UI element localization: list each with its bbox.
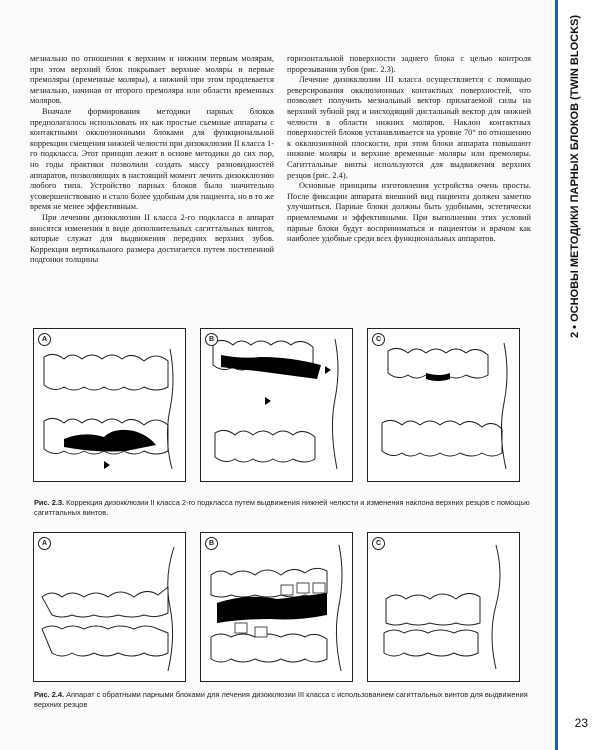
teeth-illustration — [368, 329, 519, 481]
panel-label: A — [38, 537, 51, 550]
figure-2-3-panel-b — [200, 328, 353, 482]
paragraph: мезиально по отношении к верхним и нижним первым молярам, при этом верхний блок покрывает верхние моляры и первые премоляры (временные моляры), а нижний при этом продлевается мезиально, начиная от второго премоляра или области временных моляров. — [30, 54, 274, 106]
teeth-illustration — [34, 329, 185, 481]
paragraph: Основные принципы изготовления устройства очень просты. После фиксации аппарата внешний вид пациента должен заметно улучшиться. Парные блоки должны быть удобными, эстетически приемлемыми и эффективными. При выполнении этих условий парные блоки будут восприниматься и пациентом и врачом как наиболее удобные среди всех функциональных аппаратов. — [287, 181, 531, 244]
figure-2-4-panel-b — [200, 532, 353, 682]
teeth-illustration — [368, 533, 519, 681]
panel-label: C — [372, 537, 385, 550]
teeth-illustration — [201, 329, 352, 481]
paragraph: При лечении дизокклюзии II класса 2-го подкласса в аппарат вносятся изменения в виде дополнительных сагиттальных винтов, которые служат для выдвижения передних верхних зубов. Коррекция вертикального размера достигается путем постепенной подгонки толщины — [30, 212, 274, 265]
panel-label: B — [205, 537, 218, 550]
caption-text: Коррекция дизокклюзии II класса 2-го подкласса путем выдвижения нижней челюсти и изменения наклона верхних резцов с помощью сагиттальных винтов. — [34, 498, 530, 517]
panel-label: B — [205, 333, 218, 346]
panel-label: A — [38, 333, 51, 346]
teeth-illustration — [34, 533, 185, 681]
figure-2-4-caption — [34, 690, 539, 709]
figure-2-4-panel-a — [33, 532, 186, 682]
teeth-illustration — [201, 533, 352, 681]
panel-label: C — [372, 333, 385, 346]
figure-2-4-panel-c — [367, 532, 520, 682]
figure-2-3-panel-c — [367, 328, 520, 482]
text-column-left — [30, 54, 274, 266]
figure-2-3-panel-a — [33, 328, 186, 482]
sidebar-stripe — [555, 0, 558, 750]
paragraph: Лечение дизокклюзии III класса осуществляется с помощью реверсирования окклюзионных контактных поверхностей, что позволяет получить мезиальный вектор прилагаемой силы на верхний зубной ряд и нисходящий дистальный вектор для нижней челюсти в области нижних моляров. Наклон контактных поверхностей блоков устанавливается на уровне 70° по отношению к окклюзионной плоскости, при этом блоки аппарата повышают нижние моляры и верхние временные моляры или премоляры. Сагиттальные винты используются для выдвижения верхних резцов (рис. 2.4). — [287, 75, 531, 180]
caption-text: Аппарат с обратными парными блоками для лечения дизокклюзии III класса с использованием сагиттальных винтов для выдвижения верхних резцов — [34, 690, 528, 709]
chapter-title: 2 • ОСНОВЫ МЕТОДИКИ ПАРНЫХ БЛОКОВ (TWIN BLOCKS) — [569, 14, 581, 338]
paragraph: горизонтальной поверхности заднего блока с целью контроля прорезывания зубов (рис. 2.3). — [287, 54, 531, 74]
caption-label: Рис. 2.4. — [34, 690, 65, 699]
caption-label: Рис. 2.3. — [34, 498, 65, 507]
page-number: 23 — [574, 716, 588, 730]
chapter-sidebar — [555, 0, 600, 750]
text-column-right — [287, 54, 531, 245]
figure-2-3-caption — [34, 498, 534, 517]
paragraph: Вначале формирования методики парных блоков предполагалось использовать их как простые съемные аппараты с контактными окклюзионными блоками для функциональной коррекции смещения нижней челюсти при дизокклюзии II класса 1-го подкласса. Этот принцип лежит в основе методики до сих пор, но годы практики позволили создать массу разновидностей аппаратов, позволяющих в настоящий момент лечить дизокклюзию любого типа. Устройство парных блоков было значительно усовершенствовано и стало более удобным для пациента, но в то же время не менее эффективным. — [30, 106, 275, 212]
